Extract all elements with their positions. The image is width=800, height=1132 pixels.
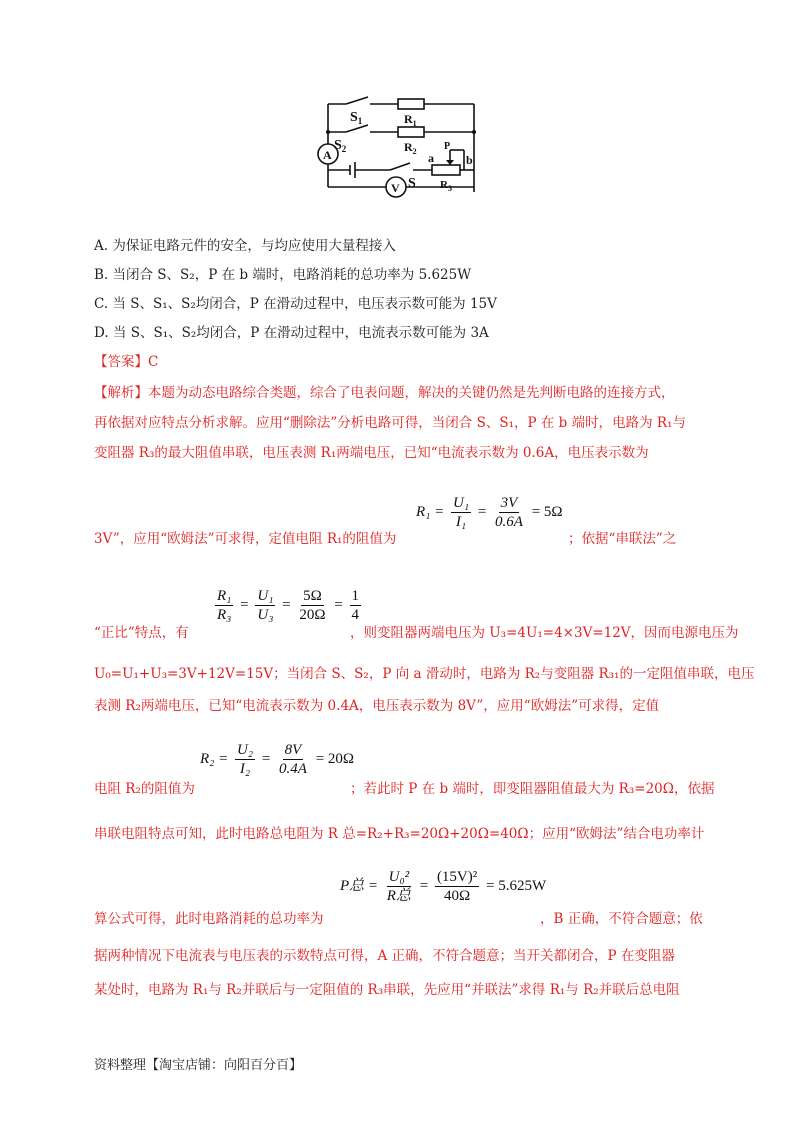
analysis-line-4b: ；依据“串联法”之 [568,531,677,547]
analysis-line-2: 再依据对应特点分析求解。应用“删除法”分析电路可得，当闭合 S、S₁，P 在 b 端时，电路为 R₁与 [94,415,686,431]
label-r2: $R_2$ [404,140,417,156]
footer: 资料整理【淘宝店铺：向阳百分百】 [94,1058,303,1073]
label-s: S [408,176,416,191]
voltmeter-label: V [391,181,400,195]
analysis-line-10: 算公式可得，此时电路消耗的总功率为 [94,911,324,927]
circuit-diagram [310,94,500,204]
option-a: A. 为保证电路元件的安全，与均应使用大量程接入 [94,238,396,254]
analysis-line-9: 串联电阻特点可知，此时电路总电阻为 R 总=R₂+R₃=20Ω+20Ω=40Ω；应用“欧姆法”结合电功率计 [94,826,705,842]
label-s1: $S_1$ [350,110,363,126]
label-a: a [428,151,434,165]
equation-r1: R₁ = $\frac{\text{U₁}}{\text{I₁}}$ = $\frac{3V}{0.6A}$ = 5Ω [416,495,563,530]
analysis-line-5: “正比”特点，有 [94,625,189,641]
analysis-line-4: 3V”，应用“欧姆法”可求得，定值电阻 R₁的阻值为 [94,531,397,547]
analysis-line-8: 电阻 R₂的阻值为 [94,781,195,797]
label-r1: $R_1$ [404,112,417,128]
analysis-line-3: 变阻器 R₃的最大阻值串联，电压表测 R₁两端电压，已知“电流表示数为 0.6A，电压表示数为 [94,445,649,461]
analysis-line-5b: ，则变阻器两端电压为 U₃=4U₁=4×3V=12V，因而电源电压为 [350,625,739,641]
analysis-line-7: 表测 R₂两端电压，已知“电流表示数为 0.4A，电压表示数为 8V”，应用“欧姆法”可求得，定值 [94,698,660,714]
option-c: C. 当 S、S₁、S₂均闭合，P 在滑动过程中，电压表示数可能为 15V [94,296,497,312]
option-d: D. 当 S、S₁、S₂均闭合，P 在滑动过程中，电流表示数可能为 3A [94,325,489,341]
ammeter-label: A [323,148,332,162]
label-s2: $S_2$ [334,138,347,154]
analysis-line-1: 【解析】本题为动态电路综合类题，综合了电表问题，解决的关键仍然是先判断电路的连接方式， [94,385,675,401]
label-r3: $R_3$ [440,179,452,193]
analysis-line-6: U₀=U₁+U₃=3V+12V=15V；当闭合 S、S₂，P 向 a 滑动时，电路为 R₂与变阻器 R₃₁的一定阻值串联，电压 [94,666,755,682]
equation-power: P总 = $\frac{\text{U₀²}}{\text{R总}}$ = $\frac{\text{(15V)²}}{40\Omega}$ = 5.625W [340,869,547,904]
equation-r2: R₂ = $\frac{\text{U₂}}{\text{I₂}}$ = $\frac{8V}{0.4A}$ = 20Ω [200,742,355,777]
analysis-line-8b: ；若此时 P 在 b 端时，即变阻器阻值最大为 R₃=20Ω，依据 [350,781,715,797]
label-b: b [466,153,473,167]
option-b: B. 当闭合 S、S₂，P 在 b 端时，电路消耗的总功率为 5.625W [94,267,472,283]
label-p: P [444,141,451,152]
analysis-line-12: 某处时，电路为 R₁与 R₂并联后与一定阻值的 R₃串联，先应用“并联法”求得 R₁与 R₂并联后总电阻 [94,982,680,998]
equation-ratio: $\frac{\text{R₁}}{\text{R₃}}$ = $\frac{\text{U₁}}{\text{U₃}}$ = $\frac{5\Omega}{20\Omega}$ = $\frac{1}{4}$ [217,588,360,623]
analysis-line-11: 据两种情况下电流表与电压表的示数特点可得，A 正确，不符合题意；当开关都闭合，P 在变阻器 [94,948,675,964]
analysis-line-10b: ，B 正确，不符合题意；依 [540,911,703,927]
answer: 【答案】C [94,354,159,370]
